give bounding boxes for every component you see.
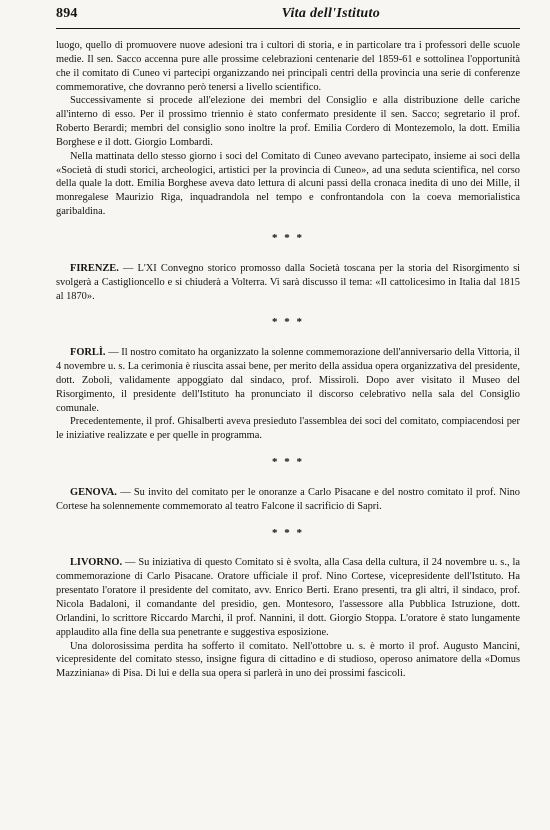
page-number: 894 <box>56 6 78 21</box>
section-text: — Il nostro comitato ha organizzato la solenne commemorazione dell'anniversario della Vittoria, il 4 novembre u. s. La cerimonia è riuscita assai bene, per merito della assidua opera organizzativa del presidente, dott. Zoboli, validamente appoggiato dal sindaco, prof. Missiroli. Dopo aver visitato il Museo del Risorgimento, il presidente dell'Istituto ha pronunciato il discorso celebrativo nella sala del Consiglio comunale. <box>56 347 520 414</box>
paragraph: Una dolorosissima perdita ha sofferto il comitato. Nell'ottobre u. s. è morto il prof. Augusto Mancini, vicepresidente del comitato stesso, insigne figura di cittadino e di studioso, operoso animatore della «Domus Mazziniana» di Pisa. Di lui e della sua opera si parlerà in uno dei prossimi fascicoli. <box>56 640 520 680</box>
section-separator: * * * <box>272 526 304 539</box>
section-livorno <box>56 556 520 639</box>
section-genova <box>56 486 520 514</box>
paragraph: Precedentemente, il prof. Ghisalberti aveva presieduto l'assemblea dei soci del comitato, compiacendosi per le iniziative realizzate e per quelle in programma. <box>56 416 520 442</box>
section-separator: * * * <box>272 316 304 329</box>
section-text: — Su iniziativa di questo Comitato si è svolta, alla Casa della cultura, il 24 novembre u. s., la commemorazione di Carlo Pisacane. Oratore ufficiale il prof. Nino Cortese, vicepresidente dell'Istituto. Ha presentato l'oratore il presidente del comitato, avv. Enrico Berti. Erano presenti, tra gli altri, il sindaco, prof. Nicola Badaloni, il comandante del presidio, gen. Montesoro, l'assessore alla Pubblica Istruzione, dott. Orlandini, lo scrittore Riccardo Marchi, il prof. Nannini, il dott. Giorgio Stoppa. L'oratore è stato lungamente applaudito alla fine della sua penetrante e suggestiva esposizione. <box>56 557 520 638</box>
section-place-name: GENOVA. <box>70 486 117 498</box>
section-text: — Su invito del comitato per le onoranze a Carlo Pisacane e del nostro comitato il prof. Nino Cortese ha solennemente commemorato al teatro Falcone il sacrificio di Sapri. <box>56 486 520 512</box>
paragraph: Nella mattinata dello stesso giorno i soci del Comitato di Cuneo avevano partecipato, insieme ai soci della «Società di studi storici, archeologici, artistici per la provincia di Cuneo», ad una seduta scientifica, nel corso della quale la dott. Emilia Borghese aveva dato lettura di alcuni passi della cronaca inedita di uno dei Mille, il monregalese Maurizio Riga, inquadrandola nel tempo e confrontandola con la coeva memorialistica garibaldina. <box>56 150 520 218</box>
section-place-name: FIRENZE. <box>70 262 119 274</box>
section-place-name: LIVORNO. <box>70 557 123 569</box>
section-place-name: FORLÌ. <box>70 347 106 359</box>
page-body <box>56 39 520 681</box>
paragraph: Successivamente si procede all'elezione dei membri del Consiglio e alla distribuzione delle cariche all'interno di esso. Per il prossimo triennio è stato confermato presidente il sen. Sacco; segretario il prof. Roberto Berardi; membri del consiglio sono inoltre la prof. Emilia Cordero di Montezemolo, la dott. Emilia Borghese e il dott. Giorgio Lombardi. <box>56 95 520 148</box>
section-text: — L'XI Convegno storico promosso dalla Società toscana per la storia del Risorgimento si svolgerà a Castiglioncello e si chiuderà a Volterra. Vi sarà discusso il tema: «Il cattolicesimo in Italia dal 1815 al 1870». <box>56 262 520 302</box>
section-firenze <box>56 262 520 304</box>
page-header <box>56 6 520 29</box>
paragraph: luogo, quello di promuovere nuove adesioni tra i cultori di storia, e in particolare tra i professori delle scuole medie. Il sen. Sacco accenna pure alle prossime celebrazioni centenarie del 1859-61 e sottolinea l'opportunità che il comitato di Cuneo vi partecipi organizzando nei principali centri della provincia una serie di conferenze commemorative, che dovranno però tenersi a livello scientifico. <box>56 40 520 93</box>
running-title: Vita dell'Istituto <box>281 6 380 21</box>
section-separator: * * * <box>272 456 304 469</box>
section-forli <box>56 346 520 415</box>
section-separator: * * * <box>272 231 304 244</box>
